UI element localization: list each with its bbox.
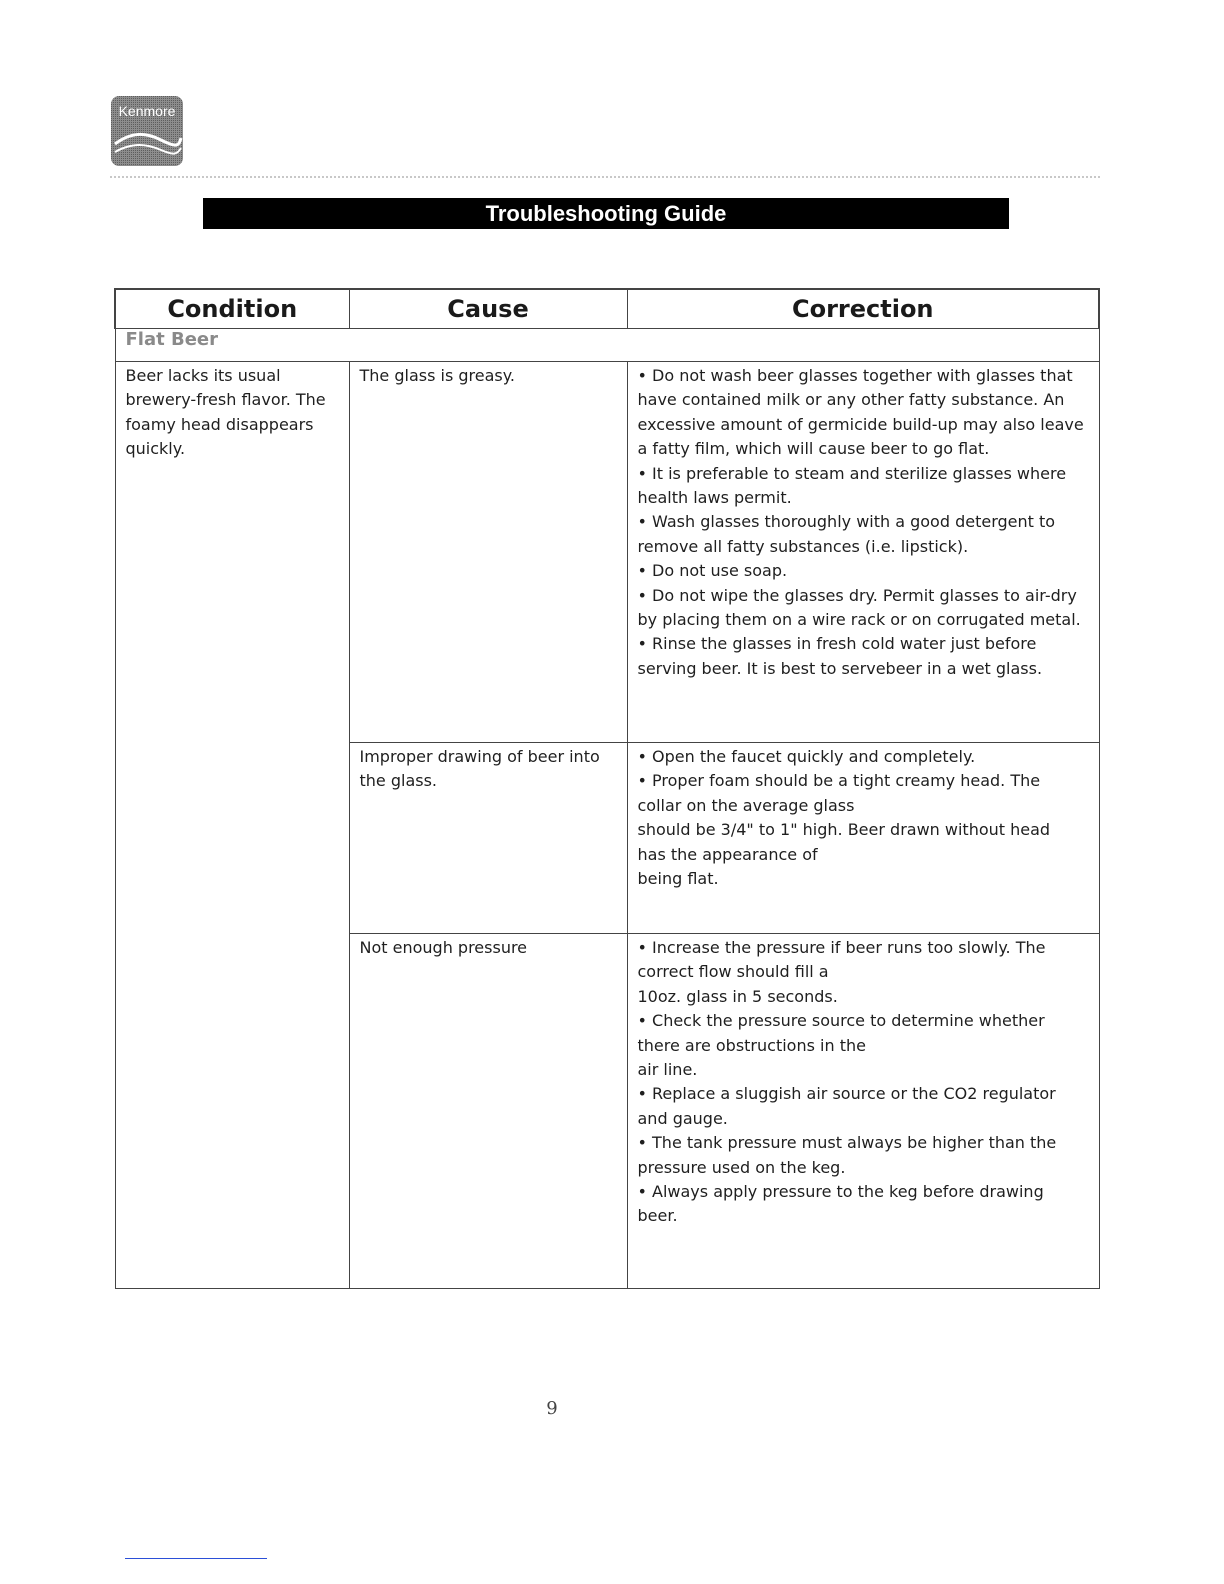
cause-line: The glass is greasy. [359,366,516,385]
kenmore-logo [111,96,183,166]
correction-line: • Check the pressure source to determine whether [637,1011,1045,1031]
correction-line: by placing them on a wire rack or on corrugated metal. [637,610,1081,630]
page-number: 9 [546,1398,558,1419]
troubleshooting-table [114,288,1100,1289]
correction-line: remove all fatty substances (i.e. lipstick). [637,536,969,556]
correction-line: • Do not wash beer glasses together with glasses that [637,366,1073,385]
correction-line: there are obstructions in the [637,1035,866,1055]
correction-line: collar on the average glass [637,795,855,815]
correction-line: • Always apply pressure to the keg before drawing [637,1182,1044,1202]
header-condition: Condition [115,289,349,329]
cause-line: the glass. [359,771,438,791]
header-divider [110,176,1100,178]
header-cause: Cause [349,289,627,329]
cause-line: Improper drawing of beer into [359,747,600,766]
correction-cell [627,743,1099,934]
correction-line: 10oz. glass in 5 seconds. [637,986,838,1006]
correction-line: being flat. [637,869,719,889]
correction-line: pressure used on the keg. [637,1157,846,1177]
kenmore-logo-icon [111,96,183,166]
table-header-row [115,289,1099,329]
correction-line: • Wash glasses thoroughly with a good detergent to [637,512,1056,532]
cause-cell [349,362,627,743]
correction-line: should be 3/4" to 1" high. Beer drawn without head [637,820,1051,840]
correction-line: • Proper foam should be a tight creamy head. The [637,771,1041,791]
condition-line: foamy head disappears [125,414,314,434]
correction-line: a fatty film, which will cause beer to go flat. [637,439,990,459]
table-row [115,362,1099,743]
correction-line: • The tank pressure must always be higher than the [637,1133,1057,1153]
cause-cell [349,934,627,1289]
correction-line: • Replace a sluggish air source or the CO2 regulator [637,1084,1056,1104]
correction-line: health laws permit. [637,488,792,508]
correction-line: correct flow should fill a [637,962,829,982]
correction-line: • Rinse the glasses in fresh cold water just before [637,634,1037,654]
correction-line: has the appearance of [637,844,818,864]
correction-cell [627,934,1099,1289]
correction-line: • Do not wipe the glasses dry. Permit glasses to air-dry [637,585,1077,605]
correction-line: • It is preferable to steam and sterilize glasses where [637,463,1067,483]
header-correction: Correction [627,289,1099,329]
condition-line: brewery-fresh flavor. The [125,390,326,410]
condition-line: quickly. [125,439,186,459]
condition-line: Beer lacks its usual [125,366,281,385]
correction-line: serving beer. It is best to servebeer in a wet glass. [637,658,1043,678]
correction-line: • Increase the pressure if beer runs too slowly. The [637,938,1046,957]
correction-line: air line. [637,1060,698,1080]
cause-line: Not enough pressure [359,938,528,957]
condition-cell [115,362,349,1289]
correction-cell [627,362,1099,743]
cause-cell [349,743,627,934]
logo-wordmark: Kenmore [118,103,176,119]
correction-line: excessive amount of germicide build-up may also leave [637,414,1084,434]
section-title: Flat Beer [115,329,1099,362]
correction-line: and gauge. [637,1108,728,1128]
section-row [115,329,1099,362]
correction-line: have contained milk or any other fatty substance. An [637,390,1065,410]
page-title: Troubleshooting Guide [203,198,1009,229]
correction-line: beer. [637,1206,678,1226]
footnote-divider [125,1558,267,1559]
correction-line: • Open the faucet quickly and completely. [637,747,976,766]
correction-line: • Do not use soap. [637,561,788,581]
